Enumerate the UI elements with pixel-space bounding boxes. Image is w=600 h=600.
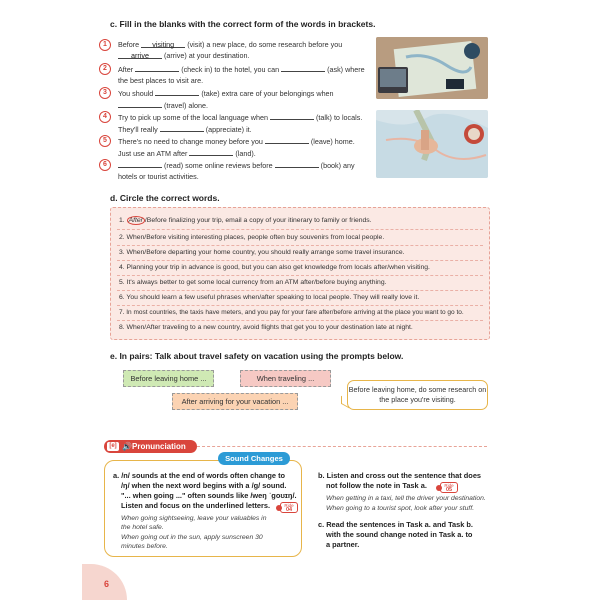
map-planning-photo <box>376 110 488 178</box>
answer-blank[interactable] <box>135 64 179 72</box>
section-d-title: d. Circle the correct words. <box>110 193 220 203</box>
task-b-sentence2[interactable]: When going to a tourist spot, look after your stuff. <box>326 505 475 512</box>
task-b-line2: not follow the note in Task a. <box>326 481 427 490</box>
answer-blank[interactable] <box>275 160 319 168</box>
answer-blank[interactable] <box>160 124 204 132</box>
d-sentence-1: 1. After /Before finalizing your trip, email a copy of your itinerary to family or friends. <box>119 217 372 224</box>
answer-blank[interactable]: visiting <box>141 40 185 48</box>
task-c-line1: c. Read the sentences in Task a. and Task b. <box>318 520 473 529</box>
exercise-c-item-6: 6 (read) some online reviews before (book) any hotels or tourist activities. <box>118 160 368 182</box>
item-number: 4 <box>99 111 111 123</box>
item-number: 1 <box>99 39 111 51</box>
circle-words-box <box>110 207 490 340</box>
task-a-example1-line2: the hotel safe. <box>121 524 164 531</box>
section-c-title: c. Fill in the blanks with the correct form of the words in brackets. <box>110 19 376 29</box>
answer-blank[interactable] <box>118 100 162 108</box>
prompt-when-traveling: When traveling ... <box>240 370 331 387</box>
item-number: 3 <box>99 87 111 99</box>
d-sentence-2[interactable]: 2. When/Before visiting interesting places, people often buy souvenirs from local people. <box>119 234 385 241</box>
answer-blank[interactable] <box>189 148 233 156</box>
answer-blank[interactable] <box>118 160 162 168</box>
task-a-example2-line1: When going out in the sun, apply sunscreen 30 <box>121 534 263 541</box>
task-c-line2: with the sound change noted in Task a. to <box>326 530 473 539</box>
prompt-after-arriving: After arriving for your vacation ... <box>172 393 298 410</box>
answer-blank[interactable] <box>155 88 199 96</box>
d-sentence-6[interactable]: 6. You should learn a few useful phrases when/after speaking to local people. They will really love it. <box>119 294 420 301</box>
example-speech-bubble: Before leaving home, do some research on the place you're visiting. <box>347 380 488 410</box>
answer-blank[interactable] <box>265 136 309 144</box>
task-b-sentence1[interactable]: When getting in a taxi, tell the driver your destination. <box>326 495 486 502</box>
exercise-c-item-3: 3 You should (take) extra care of your belongings when (travel) alone. <box>118 88 368 111</box>
audio-track-05[interactable]: Ride 05 <box>440 479 458 497</box>
divider <box>197 446 487 447</box>
d-sentence-3[interactable]: 3. When/Before departing your home country, you should really arrange some travel insurance. <box>119 249 405 256</box>
d-sentence-7[interactable]: 7. In most countries, the taxis have meters, and you pay for your fare after/before arriving at the place you want to go to. <box>119 309 464 316</box>
exercise-c-item-2: 2 After (check in) to the hotel, you can (ask) where the best places to visit are. <box>118 64 368 86</box>
item-number: 5 <box>99 135 111 147</box>
task-a-line2: /ŋ/ when the next word begins with a /g/ sound. <box>121 481 287 490</box>
pronunciation-label: Pronunciation <box>132 442 186 451</box>
task-a-line1: a. /n/ sounds at the end of words often change to <box>113 471 286 480</box>
circled-answer[interactable]: After <box>128 217 143 224</box>
task-a-line4: Listen and focus on the underlined letters. <box>121 501 271 510</box>
task-b-line1: b. Listen and cross out the sentence that does <box>318 471 482 480</box>
answer-blank[interactable] <box>270 112 314 120</box>
exercise-c-item-5: 5 There's no need to change money before you (leave) home. Just use an ATM after (land). <box>118 136 368 159</box>
travel-desk-photo <box>376 37 488 99</box>
d-sentence-4[interactable]: 4. Planning your trip in advance is good, but you can also get knowledge from locals after/when visiting. <box>119 264 430 271</box>
page-number-tab <box>82 564 127 600</box>
answer-blank[interactable] <box>281 64 325 72</box>
exercise-c-item-1: 1 Before visiting (visit) a new place, do some research before you arrive (arrive) at your destination. <box>118 40 368 61</box>
task-a-example2-line2: minutes before. <box>121 543 168 550</box>
section-tag: [e] <box>107 442 119 451</box>
task-a-line3: "... when going ..." often sounds like /weŋ ˈgoʊɪŋ/. <box>121 491 297 500</box>
task-a-example1-line1: When going sightseeing, leave your valuables in <box>121 515 267 522</box>
d-sentence-8[interactable]: 8. When/After traveling to a new country, avoid flights that get you to your destination late at night. <box>119 324 413 331</box>
audio-track-04[interactable]: Ride 04 <box>280 499 298 517</box>
prompt-before-leaving: Before leaving home ... <box>123 370 214 387</box>
sound-changes-tab: Sound Changes <box>218 452 290 465</box>
speaker-icon: 🔊 <box>122 442 132 451</box>
task-c-line3: a partner. <box>326 540 360 549</box>
d-sentence-5[interactable]: 5. It's always better to get some local currency from an ATM after/before buying anything. <box>119 279 387 286</box>
item-number: 6 <box>99 159 111 171</box>
section-e-title: e. In pairs: Talk about travel safety on vacation using the prompts below. <box>110 351 404 361</box>
exercise-c-item-4: 4 Try to pick up some of the local language when (talk) to locals. They'll really (appreciate) it. <box>118 112 368 135</box>
page-number: 6 <box>104 579 110 589</box>
pronunciation-header <box>104 440 197 453</box>
item-number: 2 <box>99 63 111 75</box>
answer-blank[interactable]: arrive <box>118 51 162 59</box>
